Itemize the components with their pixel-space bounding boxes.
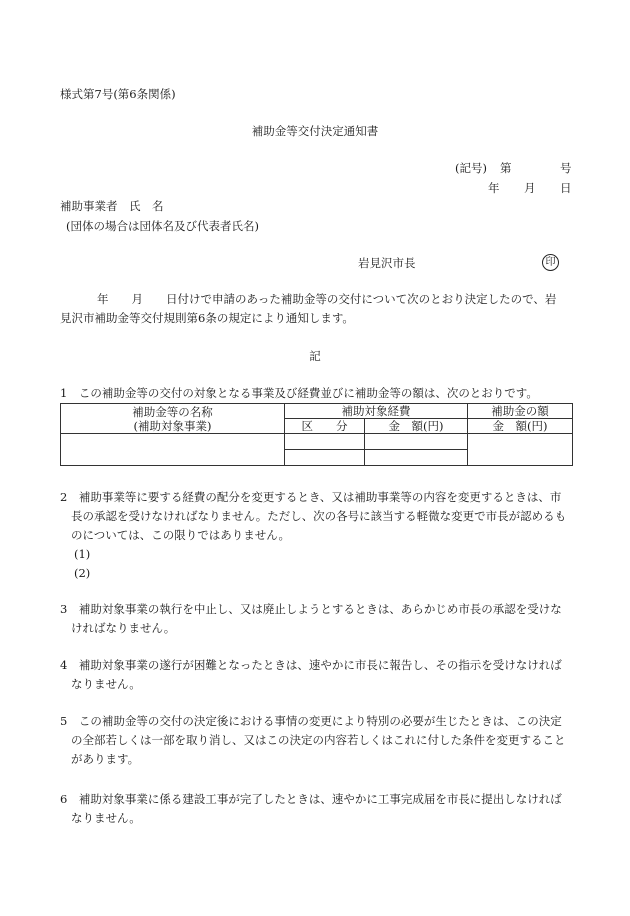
form-number: 様式第7号(第6条関係) [60, 87, 176, 101]
record-go: 号 [560, 161, 572, 175]
record-dai: 第 [500, 161, 512, 175]
record-label: (記号) [455, 161, 487, 175]
date-month: 月 [524, 181, 536, 195]
col-cost-header: 補助対象経費 [285, 404, 468, 419]
col-grant-header: 補助金の額 [468, 404, 573, 419]
item-5-line-3: があります。 [71, 752, 140, 766]
item-2-line-1: 2 補助事業等に要する経費の配分を変更するとき、又は補助事業等の内容を変更するときは、市 [60, 490, 562, 504]
item-4-line-1: 4 補助対象事業の遂行が困難となったときは、速やかに市長に報告し、その指示を受けなければ [60, 658, 562, 672]
body-line-2: 見沢市補助金等交付規則第6条の規定により通知します。 [60, 311, 354, 325]
seal-mark: 印 [542, 254, 559, 271]
item-6 [60, 790, 572, 828]
item-4 [60, 656, 572, 694]
table-cell [365, 434, 468, 450]
item-5 [60, 712, 572, 769]
item-6-line-1: 6 補助対象事業に係る建設工事が完了したときは、速やかに工事完成届を市長に提出しなければ [60, 792, 562, 806]
grant-table [60, 403, 573, 466]
item-5-line-1: 5 この補助金等の交付の決定後における事情の変更により特別の必要が生じたときは、この決定 [60, 714, 562, 728]
item-1: 1 この補助金等の交付の対象となる事業及び経費並びに補助金等の額は、次のとおりです。 [60, 386, 538, 400]
item-3 [60, 600, 572, 638]
table-cell [468, 434, 573, 466]
date-year: 年 [488, 181, 500, 195]
item-4-line-2: なりません。 [71, 677, 141, 691]
col-name-header-2: (補助対象事業) [133, 418, 212, 433]
recipient-label: 補助事業者 氏 名 [60, 199, 164, 213]
item-3-line-2: ければなりません。 [71, 621, 176, 635]
recipient-note: (団体の場合は団体名及び代表者氏名) [66, 219, 259, 233]
table-cell [365, 450, 468, 466]
item-6-line-2: なりません。 [71, 811, 141, 825]
col-name-header-1: 補助金等の名称 [132, 404, 213, 419]
item-5-line-2: の全部若しくは一部を取り消し、又はこの決定の内容若しくはこれに付した条件を変更すること [71, 733, 566, 747]
body-line-1: 年 月 日付けで申請のあった補助金等の交付について次のとおり決定したので、岩 [97, 292, 557, 306]
item-2-sub-2: (2) [74, 566, 91, 580]
item-3-line-1: 3 補助対象事業の執行を中止し、又は廃止しようとするときは、あらかじめ市長の承認を受けな [60, 602, 562, 616]
item-2-line-3: のについては、この限りではありません。 [71, 528, 290, 542]
col-grant-amount-subheader: 金 額(円) [468, 419, 573, 434]
table-cell [285, 450, 365, 466]
table-cell [285, 434, 365, 450]
col-name-header [61, 404, 285, 434]
table-cell [61, 434, 285, 466]
document-title: 補助金等交付決定通知書 [251, 124, 379, 138]
item-2 [60, 488, 572, 583]
issuer-name: 岩見沢市長 [358, 256, 416, 270]
item-2-line-2: 長の承認を受けなければなりません。ただし、次の各号に該当する軽微な変更で市長が認めるも [71, 509, 567, 523]
item-2-sub-1: (1) [74, 547, 91, 561]
col-cost-amount-subheader: 金 額(円) [365, 419, 468, 434]
ki-heading: 記 [309, 349, 321, 363]
notice-body [60, 290, 572, 328]
date-day: 日 [560, 181, 572, 195]
col-category-subheader: 区 分 [285, 419, 365, 434]
